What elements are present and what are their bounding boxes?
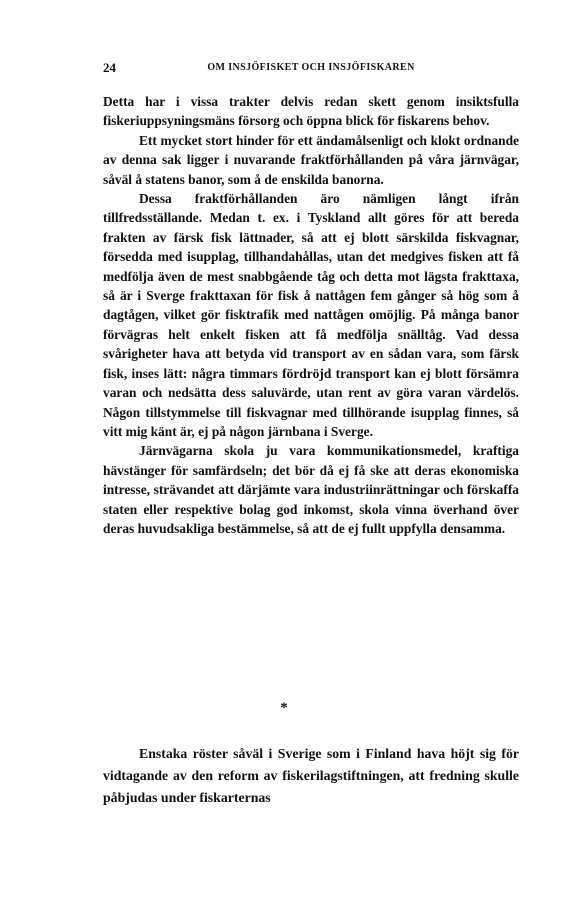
running-title: OM INSJÖFISKET OCH INSJÖFISKAREN	[207, 62, 415, 73]
main-text	[103, 92, 519, 538]
page-number: 24	[103, 60, 116, 75]
paragraph-tyskland-comparison: Dessa fraktförhållanden äro nämligen långt ifrån tillfredsställande. Medan t. ex. i Tyskland allt göres för att bereda frakten av färsk fisk lättnader, så att ej blott särskilda fiskvagnar, försedda med isupplag, tillhandahållas, utan det medgives fisken att få medfölja även de mest snabbgående tåg och detta mot lägsta frakttaxa, så är i Sverge frakttaxan för fisk å nattågen fem gånger så hög som å dagtågen, vilket gör fisktrafik med nattågen omöjlig. På många banor förvägras helt enkelt fisken att få medfölja snälltåg. Vad dessa svårigheter hava att betyda vid transport av en sådan vara, som färsk fisk, inses lätt: några timmars fördröjd transport kan ej blott försämra varan och nedsätta dess saluvärde, utan rent av göra varan värdelös. Någon tillstymmelse till fiskvagnar med tillhörande isupplag finnes, så vitt mig känt är, ej på någon järnbana i Sverge.	[103, 191, 519, 439]
section-separator: *	[280, 700, 288, 716]
paragraph-jarnvagarna: Järnvägarna skola ju vara kommunikationsmedel, kraftiga hävstänger för samfärdseln; det bör då ej få ske att deras ekonomiska intresse, strävandet att därjämte vara industriinrättningar och förskaffa staten eller respektive bolag god inkomst, skola vinna överhand över deras huvudsakliga bestämmelse, så att de ej fullt uppfylla densamma.	[103, 443, 519, 536]
paragraph-fraktforhallanden: Ett mycket stort hinder för ett ändamålsenligt och klokt ordnande av denna sak ligger i nuvarande fraktförhållanden på våra järnvägar, såväl å statens banor, som å de enskilda banorna.	[103, 132, 519, 187]
new-section-text	[103, 743, 519, 809]
paragraph-enstaka-roster: Enstaka röster såväl i Sverige som i Finland hava höjt sig för vidtagande av den reform av fiskerilagstiftningen, att fredning skulle påbjudas under fiskarternas	[103, 746, 519, 805]
paragraph-continuation: Detta har i vissa trakter delvis redan skett genom insiktsfulla fiskeriuppsyningsmäns försorg och öppna blick för fiskarens behov.	[103, 94, 519, 129]
page-header	[103, 60, 519, 80]
